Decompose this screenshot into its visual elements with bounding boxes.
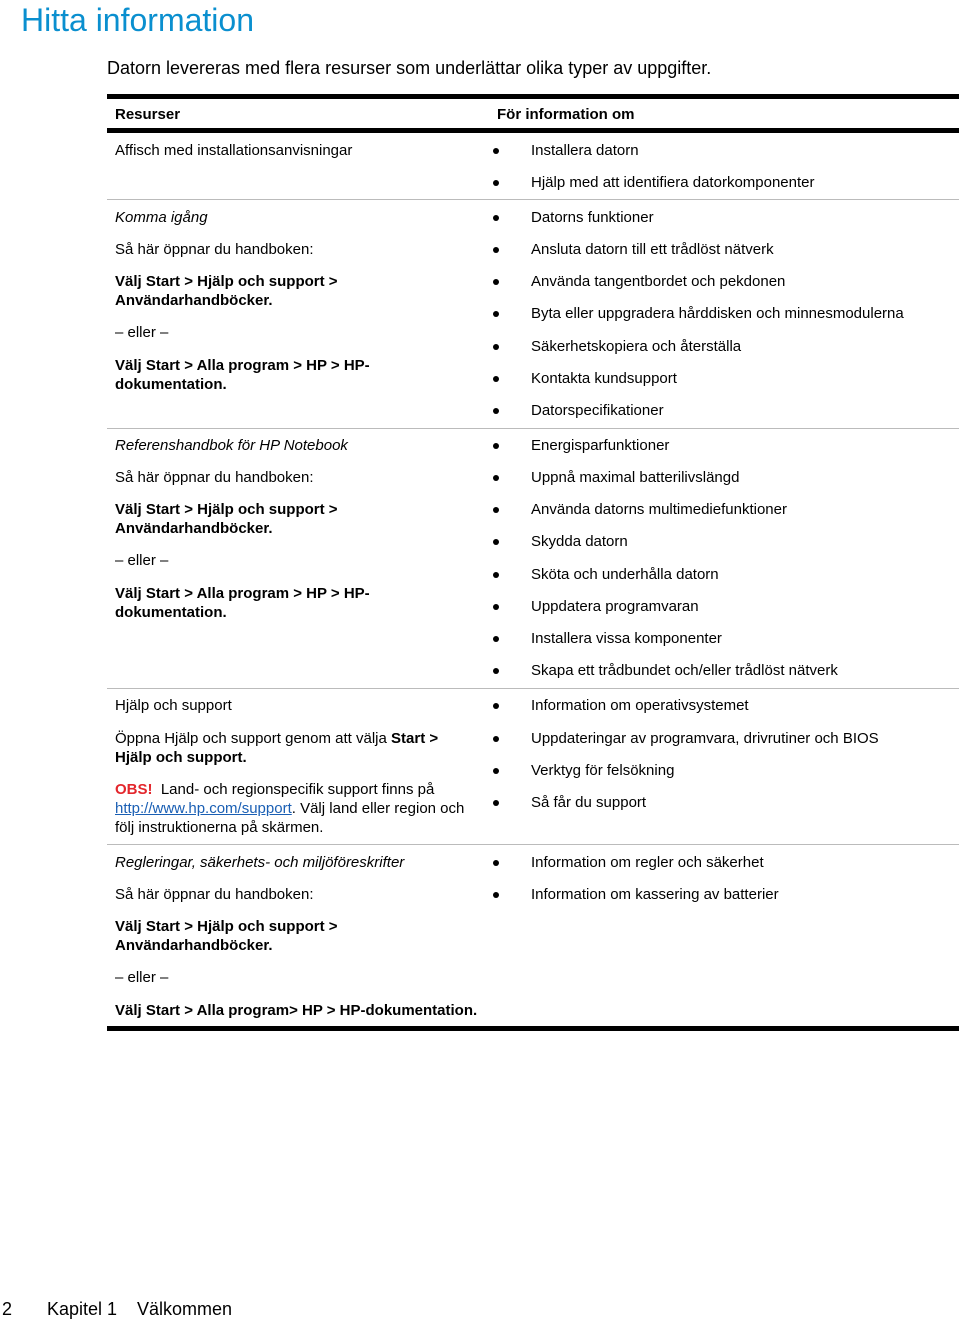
list-item: Uppnå maximal batterilivslängd	[531, 469, 740, 486]
bullet-icon	[493, 860, 499, 866]
header-bottom-rule	[107, 128, 959, 133]
note-line	[115, 780, 434, 799]
resource-path: Välj Start > Hjälp och support >	[115, 918, 338, 935]
list-item: Skydda datorn	[531, 533, 628, 550]
list-item: Information om operativsystemet	[531, 697, 749, 714]
bullet-icon	[493, 703, 499, 709]
resource-instruction: Så här öppnar du handboken:	[115, 241, 314, 258]
bullet-icon	[493, 443, 499, 449]
table-bottom-rule	[107, 1026, 959, 1031]
bullet-icon	[493, 604, 499, 610]
list-item: Datorspecifikationer	[531, 402, 664, 419]
list-item: Använda datorns multimediefunktioner	[531, 501, 787, 518]
intro-text: Datorn levereras med flera resurser som underlättar olika typer av uppgifter.	[107, 58, 712, 78]
resource-path: Användarhandböcker.	[115, 937, 273, 954]
row-divider	[107, 199, 959, 200]
note-text: . Välj land eller region och	[291, 800, 465, 817]
row-divider	[107, 844, 959, 845]
resource-name: Affisch med installationsanvisningar	[115, 142, 353, 159]
chapter-label: Kapitel 1	[47, 1299, 118, 1319]
note-line	[115, 799, 464, 818]
bullet-icon	[493, 311, 499, 317]
resource-path: Användarhandböcker.	[115, 292, 273, 309]
separator-text: – eller –	[115, 552, 169, 569]
resource-path: dokumentation.	[115, 376, 227, 393]
bullet-icon	[493, 279, 499, 285]
resource-path: Användarhandböcker.	[115, 520, 273, 537]
resource-path: Välj Start > Alla program> HP > HP-dokumentation.	[115, 1002, 478, 1019]
list-item: Sköta och underhålla datorn	[531, 566, 719, 583]
resource-path: Välj Start > Hjälp och support >	[115, 501, 338, 518]
note-label: OBS!	[115, 781, 153, 798]
table-top-rule	[107, 94, 959, 99]
list-item: Information om kassering av batterier	[531, 886, 779, 903]
resource-path: Välj Start > Alla program > HP > HP-	[115, 357, 370, 374]
resource-instruction: Så här öppnar du handboken:	[115, 886, 314, 903]
resource-title: Hjälp och support	[115, 697, 232, 714]
list-item: Kontakta kundsupport	[531, 370, 677, 387]
instruction-path: Start >	[391, 730, 439, 747]
bullet-icon	[493, 344, 499, 350]
bullet-icon	[493, 800, 499, 806]
bullet-icon	[493, 475, 499, 481]
column-header-resources: Resurser	[115, 106, 181, 123]
bullet-icon	[493, 148, 499, 154]
list-item: Datorns funktioner	[531, 209, 654, 226]
bullet-icon	[493, 892, 499, 898]
list-item: Använda tangentbordet och pekdonen	[531, 273, 786, 290]
bullet-icon	[493, 636, 499, 642]
resource-path: Hjälp och support.	[115, 749, 247, 766]
chapter-title: Välkommen	[137, 1299, 233, 1319]
list-item: Ansluta datorn till ett trådlöst nätverk	[531, 241, 774, 258]
row-divider	[107, 428, 959, 429]
bullet-icon	[493, 247, 499, 253]
resource-instruction: Så här öppnar du handboken:	[115, 469, 314, 486]
bullet-icon	[493, 768, 499, 774]
list-item: Skapa ett trådbundet och/eller trådlöst nätverk	[531, 662, 838, 679]
instruction-text: Öppna Hjälp och support genom att välja	[115, 730, 387, 747]
resource-title: Referenshandbok för HP Notebook	[115, 437, 348, 454]
list-item: Hjälp med att identifiera datorkomponenter	[531, 174, 815, 191]
separator-text: – eller –	[115, 324, 169, 341]
bullet-icon	[493, 572, 499, 578]
bullet-icon	[493, 539, 499, 545]
bullet-icon	[493, 668, 499, 674]
bullet-icon	[493, 376, 499, 382]
row-divider	[107, 688, 959, 689]
column-header-info: För information om	[497, 106, 635, 123]
list-item: Uppdateringar av programvara, drivrutiner och BIOS	[531, 730, 879, 747]
resource-path: Välj Start > Alla program > HP > HP-	[115, 585, 370, 602]
note-text: Land- och regionspecifik support finns på	[160, 781, 435, 798]
bullet-icon	[493, 507, 499, 513]
list-item: Byta eller uppgradera hårddisken och minnesmodulerna	[531, 305, 904, 322]
list-item: Uppdatera programvaran	[531, 598, 699, 615]
list-item: Installera vissa komponenter	[531, 630, 722, 647]
list-item: Energisparfunktioner	[531, 437, 670, 454]
list-item: Säkerhetskopiera och återställa	[531, 338, 742, 355]
list-item: Verktyg för felsökning	[531, 762, 675, 779]
note-line: följ instruktionerna på skärmen.	[115, 819, 324, 836]
page-title: Hitta information	[21, 2, 254, 38]
bullet-icon	[493, 180, 499, 186]
resource-path: Välj Start > Hjälp och support >	[115, 273, 338, 290]
list-item: Installera datorn	[531, 142, 639, 159]
bullet-icon	[493, 215, 499, 221]
bullet-icon	[493, 736, 499, 742]
support-link[interactable]: http://www.hp.com/support	[115, 800, 292, 817]
resource-title: Komma igång	[115, 209, 208, 226]
resource-path: dokumentation.	[115, 604, 227, 621]
bullet-icon	[493, 408, 499, 414]
resource-instruction	[115, 729, 438, 748]
resource-title	[115, 141, 352, 160]
list-item: Så får du support	[531, 794, 647, 811]
list-item: Information om regler och säkerhet	[531, 854, 764, 871]
page-number: 2	[2, 1299, 13, 1319]
separator-text: – eller –	[115, 969, 169, 986]
resource-title: Regleringar, säkerhets- och miljöföreskrifter	[115, 854, 405, 871]
